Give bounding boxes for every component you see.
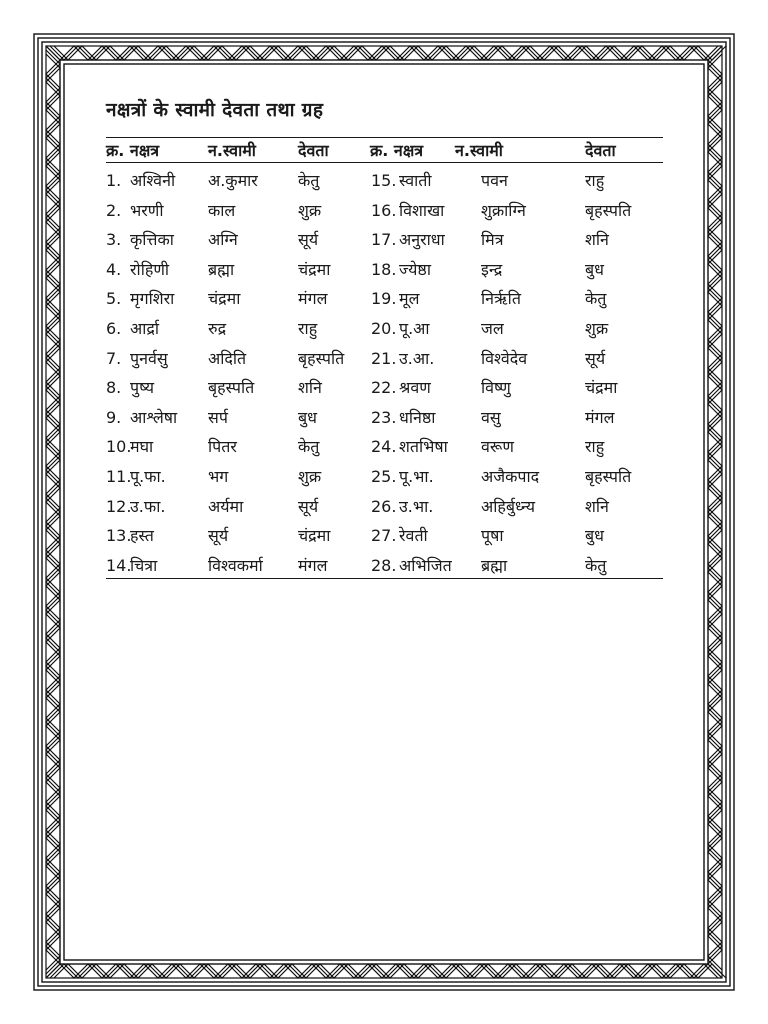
left-swami-cell: ब्रह्मा [208,259,235,279]
right-no-cell: 18. [371,259,397,279]
right-devata-cell: केतु [585,555,607,575]
left-devata-cell: सूर्य [298,496,319,516]
right-swami-cell: मित्र [481,230,504,250]
right-devata-cell: सूर्य [585,348,606,368]
right-nakshatra-cell: शतभिषा [399,437,448,457]
left-devata-cell: बृहस्पति [298,348,345,368]
left-devata-cell: सूर्य [298,230,319,250]
right-swami-cell: पवन [481,171,508,190]
table-bottom-rule [106,578,663,579]
right-nakshatra-cell: ज्येष्ठा [399,259,432,279]
left-no-cell: 3. [106,230,122,250]
left-devata-cell: केतु [298,437,320,457]
table-header-rule [106,162,663,163]
left-swami-cell: काल [208,200,236,220]
left-devata-cell: केतु [298,171,320,190]
page-title: नक्षत्रों के स्वामी देवता तथा ग्रह [106,99,324,121]
left-nakshatra-cell: चित्रा [130,555,158,575]
left-nakshatra-cell: उ.फा. [130,496,166,516]
right-devata-cell: शुक्र [585,319,609,338]
right-swami-cell: जल [481,319,504,338]
header-left-nakshatra: क्र. नक्षत्र [106,141,160,160]
left-devata-cell: चंद्रमा [298,259,331,279]
left-nakshatra-cell: आश्लेषा [130,407,178,427]
right-no-cell: 27. [371,526,397,546]
right-swami-cell: विष्णु [481,378,511,398]
left-no-cell: 7. [106,348,122,368]
right-nakshatra-cell: पू.आ [399,319,430,338]
left-swami-cell: अदिति [208,348,247,368]
left-nakshatra-cell: आर्द्रा [130,319,159,338]
right-swami-cell: अजैकपाद [481,467,540,486]
left-no-cell: 2. [106,200,122,220]
right-devata-cell: बृहस्पति [585,467,632,486]
left-nakshatra-cell: कृत्तिका [130,230,174,250]
right-devata-cell: शनि [585,496,609,516]
right-swami-cell: इन्द्र [481,259,503,279]
right-swami-cell: शुक्राग्नि [481,200,526,220]
right-no-cell: 20. [371,319,397,338]
left-no-cell: 1. [106,171,122,190]
right-no-cell: 21. [371,348,397,368]
right-devata-cell: चंद्रमा [585,378,618,398]
right-no-cell: 16. [371,200,397,220]
left-no-cell: 11. [106,467,132,486]
left-nakshatra-cell: पू.फा. [130,467,166,486]
right-devata-cell: राहु [585,171,605,190]
left-no-cell: 12. [106,496,132,516]
left-swami-cell: अग्नि [208,230,238,250]
right-devata-cell: बृहस्पति [585,200,632,220]
left-no-cell: 9. [106,407,122,427]
right-nakshatra-cell: स्वाती [399,171,432,190]
left-swami-cell: रुद्र [208,319,227,338]
left-swami-cell: पितर [208,437,237,457]
left-devata-cell: शुक्र [298,200,322,220]
left-swami-cell: अर्यमा [208,496,244,516]
right-no-cell: 24. [371,437,397,457]
right-nakshatra-cell: विशाखा [399,200,445,220]
right-swami-cell: अहिर्बुध्न्य [481,496,536,516]
right-devata-cell: मंगल [585,407,615,427]
right-nakshatra-cell: मूल [399,289,420,309]
left-swami-cell: सर्प [208,407,228,427]
right-devata-cell: राहु [585,437,605,457]
left-nakshatra-cell: पुनर्वसु [130,348,168,368]
table-top-rule [106,137,663,138]
right-no-cell: 19. [371,289,397,309]
right-no-cell: 26. [371,496,397,516]
right-nakshatra-cell: अनुराधा [399,230,445,250]
right-no-cell: 28. [371,555,397,575]
right-no-cell: 25. [371,467,397,486]
right-nakshatra-cell: श्रवण [399,378,431,398]
left-nakshatra-cell: मघा [130,437,154,457]
left-swami-cell: भग [208,467,229,486]
left-devata-cell: शुक्र [298,467,322,486]
left-devata-cell: शनि [298,378,322,398]
right-swami-cell: निर्ऋति [481,289,521,309]
left-devata-cell: राहु [298,319,318,338]
header-left-devata: देवता [298,141,329,160]
left-nakshatra-cell: हस्त [130,526,154,546]
right-swami-cell: वरूण [481,437,514,457]
header-right-nakshatra: क्र. नक्षत्र [370,141,424,160]
right-nakshatra-cell: अभिजित [399,555,452,575]
right-swami-cell: ब्रह्मा [481,555,508,575]
left-swami-cell: विश्वकर्मा [208,555,263,575]
right-swami-cell: पूषा [481,526,504,546]
left-devata-cell: चंद्रमा [298,526,331,546]
left-no-cell: 13. [106,526,132,546]
left-no-cell: 8. [106,378,122,398]
right-swami-cell: विश्वेदेव [481,348,528,368]
left-nakshatra-cell: भरणी [130,200,164,220]
left-swami-cell: अ.कुमार [208,171,258,190]
left-no-cell: 10. [106,437,132,457]
header-right-devata: देवता [585,141,616,160]
header-right-swami: न.स्वामी [455,141,503,160]
right-no-cell: 23. [371,407,397,427]
left-no-cell: 5. [106,289,122,309]
left-devata-cell: बुध [298,407,317,427]
right-no-cell: 17. [371,230,397,250]
header-left-swami: न.स्वामी [208,141,256,160]
left-nakshatra-cell: पुष्य [130,378,155,398]
left-swami-cell: चंद्रमा [208,289,241,309]
right-no-cell: 15. [371,171,397,190]
left-no-cell: 4. [106,259,122,279]
left-no-cell: 14. [106,555,132,575]
left-no-cell: 6. [106,319,122,338]
left-devata-cell: मंगल [298,289,328,309]
left-devata-cell: मंगल [298,555,328,575]
left-nakshatra-cell: मृगशिरा [130,289,175,309]
right-devata-cell: बुध [585,259,604,279]
right-nakshatra-cell: धनिष्ठा [399,407,436,427]
left-nakshatra-cell: अश्विनी [130,171,176,190]
left-swami-cell: सूर्य [208,526,229,546]
left-swami-cell: बृहस्पति [208,378,255,398]
left-nakshatra-cell: रोहिणी [130,259,170,279]
right-nakshatra-cell: पू.भा. [399,467,434,486]
right-no-cell: 22. [371,378,397,398]
right-swami-cell: वसु [481,407,501,427]
right-nakshatra-cell: रेवती [399,526,428,546]
right-devata-cell: केतु [585,289,607,309]
right-nakshatra-cell: उ.भा. [399,496,434,516]
right-devata-cell: बुध [585,526,604,546]
right-nakshatra-cell: उ.आ. [399,348,435,368]
right-devata-cell: शनि [585,230,609,250]
